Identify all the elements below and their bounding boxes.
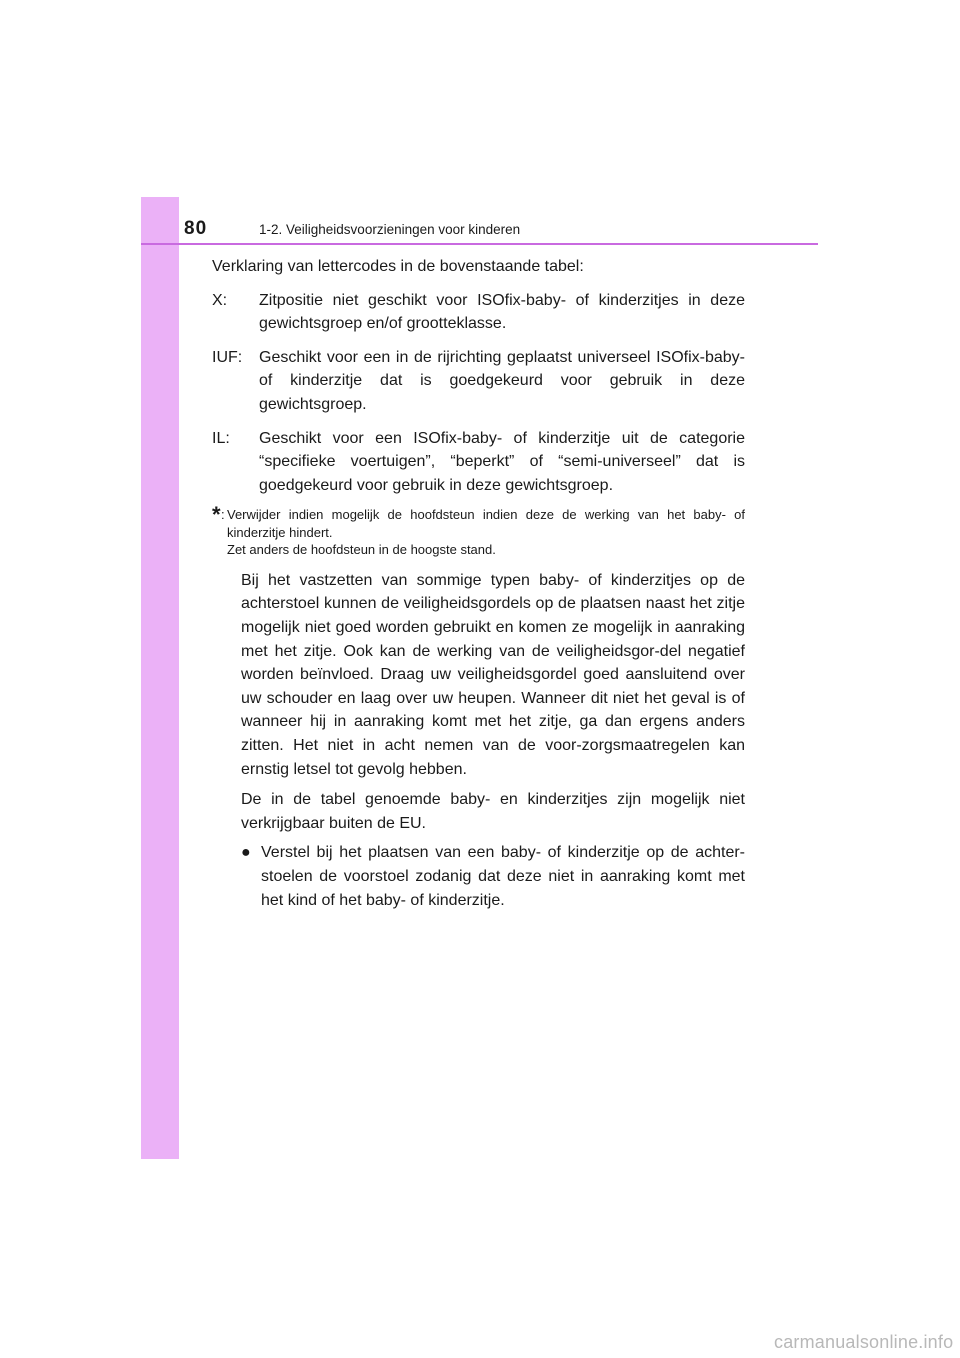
safety-paragraph: Bij het vastzetten van sommige typen baby- of kinderzitjes op de achterstoel kunnen de veiligheidsgordels op de plaatsen naast het zitje mogelijk niet goed worden gebruikt en komen ze mogelijk in aanraking met het zitje. Ook kan de werking van de veiligheidsgor-del negatief worden beïnvloed. Draag uw veiligheidsgordel goed aansluitend over uw schouder en laag over uw heupen. Wanneer dit niet het geval is of wanneer hij in aanraking komt met het zitje, ga dan ergens anders zitten. Het niet in acht nemen van de voor-zorgsmaatregelen kan ernstig letsel tot gevolg hebben. xyxy=(241,571,745,778)
definition-key: IUF: xyxy=(212,348,243,366)
definition-text: Geschikt voor een in de rijrichting geplaatst universeel ISOfix-baby- of kinderzitje dat is goedgekeurd voor gebruik in deze gewichtsgroep. xyxy=(259,348,745,413)
definition-key: X: xyxy=(212,291,228,309)
header-divider xyxy=(141,243,818,245)
footnote-text xyxy=(227,506,745,559)
chapter-side-bar xyxy=(141,197,179,1159)
footnote xyxy=(212,502,745,559)
definition-text: Zitpositie niet geschikt voor ISOfix-baby- of kinderzitjes in deze gewichtsgroep en/of grootteklasse. xyxy=(259,291,745,333)
footnote-line-1: Verwijder indien mogelijk de hoofdsteun indien deze de werking van het baby- of kinderzitje hindert. xyxy=(227,507,745,540)
availability-paragraph: De in de tabel genoemde baby- en kinderzitjes zijn mogelijk niet verkrijgbaar buiten de EU. xyxy=(241,791,745,832)
legend-intro: Verklaring van lettercodes in de bovenstaande tabel: xyxy=(212,258,584,275)
definition-iuf xyxy=(212,346,745,417)
footnote-colon: : xyxy=(221,507,225,523)
page-number: 80 xyxy=(184,218,208,239)
footnote-asterisk: * xyxy=(212,502,221,528)
definition-x xyxy=(212,289,745,336)
definition-key: IL: xyxy=(212,429,230,447)
watermark-logo: carmanualsonline.info xyxy=(774,1332,954,1352)
section-title: 1-2. Veiligheidsvoorzieningen voor kinderen xyxy=(259,222,521,237)
footnote-line-2: Zet anders de hoofdsteun in de hoogste stand. xyxy=(227,542,496,558)
definition-il xyxy=(212,427,745,498)
bullet-dot-icon: ● xyxy=(241,844,251,862)
page-content xyxy=(212,255,745,912)
definition-text: Geschikt voor een ISOfix-baby- of kinderzitje uit de categorie “specifieke voertuigen”, “beperkt” of “semi-universeel” dat is goedgekeurd voor gebruik in deze gewichtsgroep. xyxy=(259,429,745,494)
bullet-text: Verstel bij het plaatsen van een baby- of kinderzitje op de achter-stoelen de voorstoel zodanig dat deze niet in aanraking komt met het kind of het baby- of kinderzitje. xyxy=(261,844,745,909)
bullet-item xyxy=(241,841,745,912)
